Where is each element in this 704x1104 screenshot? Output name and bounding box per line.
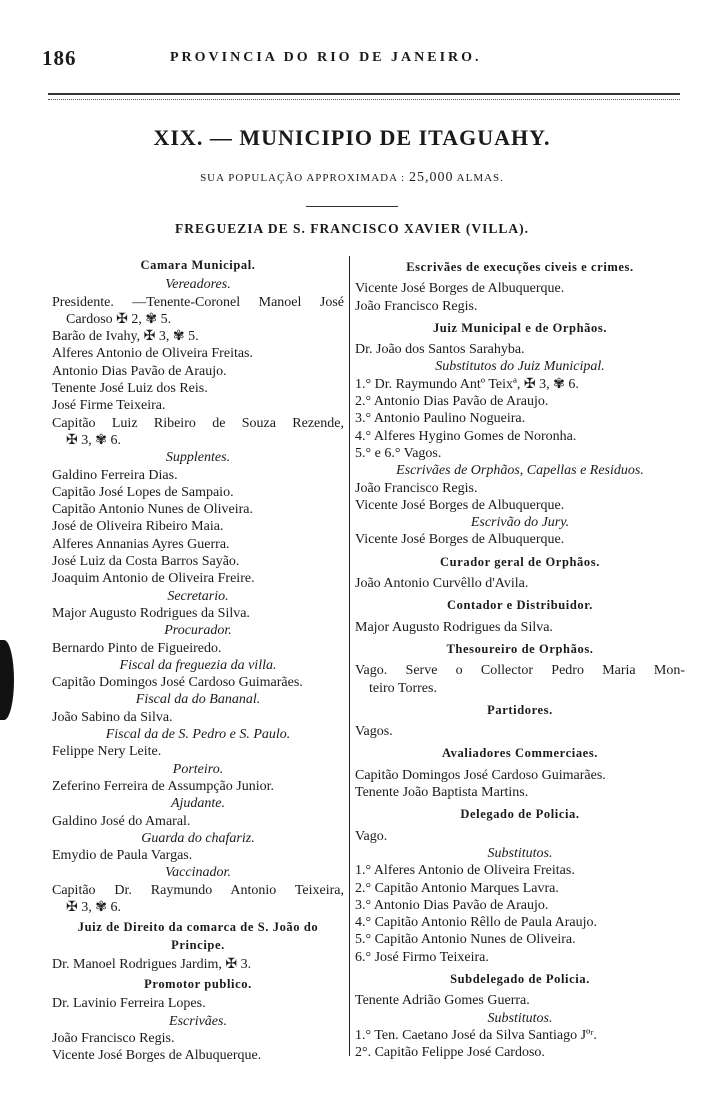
entry-line: Capitão Luiz Ribeiro de Souza Rezende, (52, 415, 344, 431)
office-subheading: Porteiro. (172, 761, 224, 777)
office-subheading: Escrivães de Orphãos, Capellas e Residuos. (396, 463, 644, 479)
entry-line: 6.° José Firmo Teixeira. (355, 949, 489, 965)
entry-line: Galdino José do Amaral. (52, 813, 191, 829)
population-value: 25,000 (409, 170, 454, 185)
office-subheading: Vaccinador. (165, 865, 231, 881)
header-rule (48, 93, 680, 100)
office-subheading: Fiscal da do Bananal. (135, 692, 261, 708)
entry-line: Capitão Dr. Raymundo Antonio Teixeira, (52, 882, 344, 898)
entry-line: Barão de Ivahy, ✠ 3, ✾ 5. (52, 329, 199, 345)
entry-line: Vagos. (355, 724, 393, 740)
entry-line: João Francisco Regis. (52, 1031, 175, 1047)
column-divider (349, 256, 350, 1056)
entry-line: Vago. (355, 828, 388, 844)
entry-line: 1.° Alferes Antonio de Oliveira Freitas. (355, 863, 575, 879)
entry-line: Capitão Domingos José Cardoso Guimarães. (355, 767, 606, 783)
section-heading: Subdelegado de Policia. (450, 971, 590, 986)
entry-line: Felippe Nery Leite. (52, 744, 162, 760)
entry-line: Dr. João dos Santos Sarahyba. (355, 342, 525, 358)
section-heading: Juiz de Direito da comarca de S. João do Principe. (77, 920, 319, 952)
entry-line: Major Augusto Rodrigues da Silva. (52, 605, 250, 621)
entry-line: Emydio de Paula Vargas. (52, 848, 193, 864)
entry-line: Presidente. —Tenente-Coronel Manoel José (52, 294, 344, 310)
entry-line: Tenente Adrião Gomes Guerra. (355, 993, 530, 1009)
entry-continuation: ✠ 3, ✾ 6. (66, 432, 121, 448)
entry-line: João Francisco Regis. (355, 480, 478, 496)
entry-line: José Luiz da Costa Barros Sayão. (52, 554, 240, 570)
entry-continuation: teiro Torres. (369, 680, 437, 696)
entry-line: Vicente José Borges de Albuquerque. (355, 281, 565, 297)
population-unit: ALMAS. (456, 172, 504, 184)
entry-line: 1.° Ten. Caetano José da Silva Santiago Jºʳ. (355, 1027, 597, 1043)
section-heading: Contador e Distribuidor. (446, 598, 594, 613)
entry-line: Vago. Serve o Collector Pedro Maria Mon- (355, 663, 685, 679)
section-heading: Promotor publico. (144, 977, 252, 992)
section-heading: Thesoureiro de Orphãos. (446, 641, 594, 656)
office-subheading: Substitutos. (487, 845, 553, 861)
parish-heading: FREGUEZIA DE S. FRANCISCO XAVIER (VILLA). (175, 221, 529, 236)
entry-line: Vicente José Borges de Albuquerque. (52, 1048, 262, 1064)
entry-line: 4.° Alferes Hygino Gomes de Noronha. (355, 428, 577, 444)
entry-line: Zeferino Ferreira de Assumpção Junior. (52, 778, 274, 794)
running-head: PROVINCIA DO RIO DE JANEIRO. (170, 50, 482, 65)
entry-continuation: ✠ 3, ✾ 6. (66, 899, 121, 915)
section-heading: Escrivães de execuções civeis e crimes. (406, 260, 634, 274)
population-label: SUA POPULAÇÃO APPROXIMADA : (200, 172, 406, 184)
entry-line: João Sabino da Silva. (52, 709, 173, 725)
office-subheading: Fiscal da freguezia da villa. (119, 657, 277, 673)
office-subheading: Vereadores. (165, 277, 231, 293)
section-heading: Juiz Municipal e de Orphãos. (432, 320, 608, 335)
entry-line: 3.° Antonio Paulino Nogueira. (355, 411, 526, 427)
entry-line: 5.° e 6.° Vagos. (355, 445, 442, 461)
entry-line: José Firme Teixeira. (52, 398, 166, 414)
left-column (52, 254, 344, 1065)
entry-line: Antonio Dias Pavão de Araujo. (52, 363, 227, 379)
entry-line: 1.° Dr. Raymundo Antº Teixª, ✠ 3, ✾ 6. (355, 376, 579, 392)
entry-line: 5.° Capitão Antonio Nunes de Oliveira. (355, 932, 576, 948)
office-subheading: Fiscal da de S. Pedro e S. Paulo. (105, 727, 291, 743)
office-subheading: Procurador. (164, 623, 232, 639)
office-subheading: Escrivão do Jury. (470, 515, 570, 531)
entry-line: João Antonio Curvêllo d'Avila. (355, 576, 529, 592)
office-subheading: Ajudante. (170, 796, 226, 812)
entry-line: 4.° Capitão Antonio Rêllo de Paula Araujo. (355, 915, 598, 931)
entry-line: Capitão José Lopes de Sampaio. (52, 484, 234, 500)
entry-line: Alferes Antonio de Oliveira Freitas. (52, 346, 254, 362)
entry-line: Dr. Manoel Rodrigues Jardim, ✠ 3. (52, 956, 252, 972)
entry-line: Tenente João Baptista Martins. (355, 785, 529, 801)
office-subheading: Secretario. (167, 588, 229, 604)
entry-line: 2°. Capitão Felippe José Cardoso. (355, 1045, 545, 1061)
entry-line: 2.° Antonio Dias Pavão de Araujo. (355, 394, 549, 410)
binding-shadow (0, 640, 14, 720)
entry-line: Major Augusto Rodrigues da Silva. (355, 619, 553, 635)
section-heading: Delegado de Policia. (460, 807, 580, 822)
section-heading: Partidores. (487, 702, 553, 717)
entry-line: Capitão Antonio Nunes de Oliveira. (52, 502, 254, 518)
office-subheading: Escrivães. (169, 1013, 227, 1029)
entry-line: José de Oliveira Ribeiro Maia. (52, 519, 224, 535)
section-heading: Avaliadores Commerciaes. (441, 746, 599, 761)
entry-line: Galdino Ferreira Dias. (52, 467, 178, 483)
office-subheading: Substitutos. (487, 1010, 553, 1026)
entry-line: Joaquim Antonio de Oliveira Freire. (52, 571, 255, 587)
entry-line: Capitão Domingos José Cardoso Guimarães. (52, 675, 303, 691)
section-heading: Camara Municipal. (140, 258, 256, 272)
office-subheading: Supplentes. (165, 450, 231, 466)
entry-line: 2.° Capitão Antonio Marques Lavra. (355, 880, 559, 896)
entry-line: Alferes Annanias Ayres Guerra. (52, 536, 230, 552)
office-subheading: Substitutos do Juiz Municipal. (435, 359, 605, 375)
entry-line: Vicente José Borges de Albuquerque. (355, 497, 565, 513)
entry-line: João Francisco Regis. (355, 298, 478, 314)
section-rule (306, 206, 398, 207)
office-subheading: Guarda do chafariz. (141, 830, 255, 846)
entry-line: Vicente José Borges de Albuquerque. (355, 532, 565, 548)
entry-line: Bernardo Pinto de Figueiredo. (52, 640, 222, 656)
entry-continuation: Cardoso ✠ 2, ✾ 5. (66, 311, 172, 327)
page-number: 186 (42, 46, 77, 70)
entry-line: 3.° Antonio Dias Pavão de Araujo. (355, 897, 549, 913)
population-line (0, 170, 704, 186)
entry-line: Tenente José Luiz dos Reis. (52, 381, 208, 397)
right-column (355, 254, 685, 1061)
section-title: XIX. — MUNICIPIO DE ITAGUAHY. (153, 125, 551, 150)
entry-line: Dr. Lavinio Ferreira Lopes. (52, 996, 206, 1012)
section-heading: Curador geral de Orphãos. (440, 554, 600, 569)
